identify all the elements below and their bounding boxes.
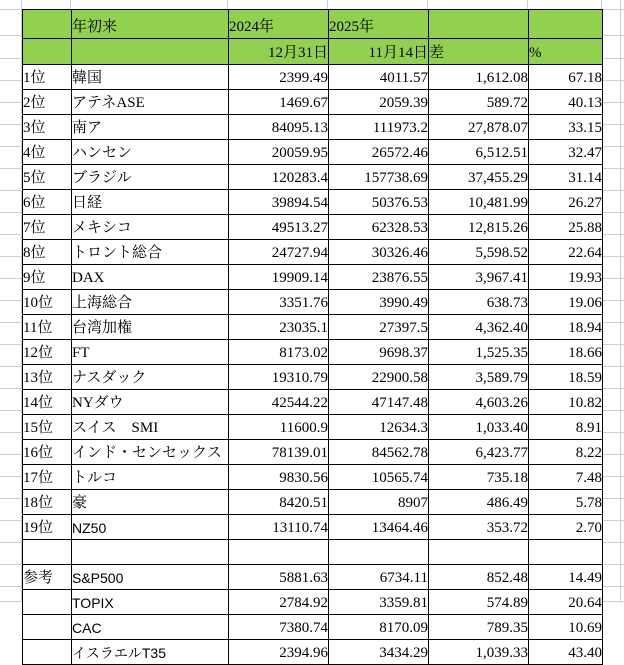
table-row — [23, 340, 603, 365]
rank-cell[interactable]: 14位 — [23, 390, 72, 415]
header-cell-year-2024[interactable]: 2024年 — [229, 10, 329, 39]
pct-cell[interactable]: 8.91 — [529, 415, 603, 440]
pct-cell[interactable]: 40.13 — [529, 90, 603, 115]
index-name-cell[interactable]: NYダウ — [72, 390, 229, 415]
index-name-cell[interactable]: S&P500 — [72, 565, 229, 590]
header-row-year — [23, 10, 603, 39]
table-row — [23, 490, 603, 515]
rank-cell[interactable] — [23, 590, 72, 615]
table-row — [23, 240, 603, 265]
table-row — [23, 465, 603, 490]
rank-cell[interactable]: 4位 — [23, 140, 72, 165]
value-2024-cell[interactable]: 49513.27 — [229, 215, 329, 240]
header-cell-pct-label[interactable]: % — [529, 39, 603, 65]
value-2024-cell[interactable]: 2394.96 — [229, 640, 329, 665]
gridline-vertical — [620, 0, 621, 603]
pct-cell[interactable]: 19.93 — [529, 265, 603, 290]
diff-cell[interactable]: 12,815.26 — [429, 215, 529, 240]
rank-cell[interactable]: 7位 — [23, 215, 72, 240]
value-2025-cell[interactable]: 23876.55 — [329, 265, 429, 290]
pct-cell[interactable]: 2.70 — [529, 515, 603, 540]
value-2024-cell[interactable]: 20059.95 — [229, 140, 329, 165]
rank-cell[interactable]: 2位 — [23, 90, 72, 115]
value-2024-cell[interactable]: 3351.76 — [229, 290, 329, 315]
pct-cell[interactable]: 26.27 — [529, 190, 603, 215]
index-name-cell[interactable] — [72, 540, 229, 565]
header-cell-rank-blank2[interactable] — [23, 39, 72, 65]
pct-cell[interactable]: 5.78 — [529, 490, 603, 515]
pct-cell[interactable]: 18.59 — [529, 365, 603, 390]
diff-cell[interactable]: 353.72 — [429, 515, 529, 540]
header-cell-year-2025[interactable]: 2025年 — [329, 10, 429, 39]
pct-cell[interactable]: 67.18 — [529, 65, 603, 90]
diff-cell[interactable]: 486.49 — [429, 490, 529, 515]
diff-cell[interactable]: 789.35 — [429, 615, 529, 640]
table-row — [23, 640, 603, 665]
index-name-cell[interactable]: TOPIX — [72, 590, 229, 615]
table-row — [23, 115, 603, 140]
value-2025-cell[interactable]: 22900.58 — [329, 365, 429, 390]
index-name-cell[interactable]: CAC — [72, 615, 229, 640]
value-2024-cell[interactable]: 24727.94 — [229, 240, 329, 265]
table-row — [23, 90, 603, 115]
header-cell-date-2025[interactable]: 11月14日 — [329, 39, 429, 65]
value-2024-cell[interactable]: 9830.56 — [229, 465, 329, 490]
value-2024-cell[interactable]: 1469.67 — [229, 90, 329, 115]
rank-cell[interactable]: 17位 — [23, 465, 72, 490]
value-2024-cell[interactable]: 39894.54 — [229, 190, 329, 215]
value-2025-cell[interactable]: 62328.53 — [329, 215, 429, 240]
diff-cell[interactable] — [429, 540, 529, 565]
index-name-cell[interactable]: ブラジル — [72, 165, 229, 190]
diff-cell[interactable]: 1,525.35 — [429, 340, 529, 365]
value-2025-cell[interactable]: 47147.48 — [329, 390, 429, 415]
index-name-cell[interactable]: トロント総合 — [72, 240, 229, 265]
value-2025-cell[interactable]: 157738.69 — [329, 165, 429, 190]
value-2025-cell[interactable]: 3990.49 — [329, 290, 429, 315]
rank-cell[interactable]: 10位 — [23, 290, 72, 315]
table-body — [23, 65, 603, 665]
header-cell-date-2024[interactable]: 12月31日 — [229, 39, 329, 65]
value-2025-cell[interactable]: 111973.2 — [329, 115, 429, 140]
header-cell-ytd-label[interactable]: 年初来 — [72, 10, 229, 39]
pct-cell[interactable] — [529, 540, 603, 565]
pct-cell[interactable]: 25.88 — [529, 215, 603, 240]
diff-cell[interactable]: 6,423.77 — [429, 440, 529, 465]
value-2024-cell[interactable]: 78139.01 — [229, 440, 329, 465]
diff-cell[interactable]: 5,598.52 — [429, 240, 529, 265]
pct-cell[interactable]: 7.48 — [529, 465, 603, 490]
index-name-cell[interactable]: 南ア — [72, 115, 229, 140]
value-2024-cell[interactable]: 19310.79 — [229, 365, 329, 390]
index-name-cell[interactable]: DAX — [72, 265, 229, 290]
diff-cell[interactable]: 1,039.33 — [429, 640, 529, 665]
value-2024-cell[interactable]: 23035.1 — [229, 315, 329, 340]
table-row — [23, 415, 603, 440]
value-2024-cell[interactable]: 84095.13 — [229, 115, 329, 140]
diff-cell[interactable]: 1,033.40 — [429, 415, 529, 440]
diff-cell[interactable]: 638.73 — [429, 290, 529, 315]
header-cell-rank-blank[interactable] — [23, 10, 72, 39]
table-row — [23, 565, 603, 590]
value-2025-cell[interactable]: 50376.53 — [329, 190, 429, 215]
index-name-cell[interactable]: NZ50 — [72, 515, 229, 540]
value-2025-cell[interactable]: 10565.74 — [329, 465, 429, 490]
index-name-cell[interactable]: メキシコ — [72, 215, 229, 240]
index-name-cell[interactable]: 韓国 — [72, 65, 229, 90]
value-2025-cell[interactable]: 6734.11 — [329, 565, 429, 590]
index-name-cell[interactable]: アテネASE — [72, 90, 229, 115]
pct-cell[interactable]: 33.15 — [529, 115, 603, 140]
index-name-cell[interactable]: 豪 — [72, 490, 229, 515]
table-row — [23, 190, 603, 215]
value-2025-cell[interactable]: 30326.46 — [329, 240, 429, 265]
table-row — [23, 315, 603, 340]
table-row — [23, 540, 603, 565]
index-name-cell[interactable]: ハンセン — [72, 140, 229, 165]
pct-cell[interactable]: 43.40 — [529, 640, 603, 665]
diff-cell[interactable]: 4,362.40 — [429, 315, 529, 340]
value-2024-cell[interactable]: 120283.4 — [229, 165, 329, 190]
header-cell-name-blank[interactable] — [72, 39, 229, 65]
value-2024-cell[interactable]: 5881.63 — [229, 565, 329, 590]
pct-cell[interactable]: 19.06 — [529, 290, 603, 315]
rank-cell[interactable]: 3位 — [23, 115, 72, 140]
diff-cell[interactable]: 4,603.26 — [429, 390, 529, 415]
index-name-cell[interactable]: イスラエルT35 — [72, 640, 229, 665]
value-2025-cell[interactable]: 8170.09 — [329, 615, 429, 640]
rank-cell[interactable]: 参考 — [23, 565, 72, 590]
table-row — [23, 365, 603, 390]
pct-cell[interactable]: 22.64 — [529, 240, 603, 265]
diff-cell[interactable]: 27,878.07 — [429, 115, 529, 140]
rank-cell[interactable] — [23, 540, 72, 565]
value-2025-cell[interactable]: 12634.3 — [329, 415, 429, 440]
rank-cell[interactable]: 5位 — [23, 165, 72, 190]
rank-cell[interactable]: 18位 — [23, 490, 72, 515]
table-row — [23, 215, 603, 240]
table-row — [23, 265, 603, 290]
rank-cell[interactable]: 19位 — [23, 515, 72, 540]
value-2025-cell[interactable]: 2059.39 — [329, 90, 429, 115]
rank-cell[interactable]: 13位 — [23, 365, 72, 390]
rank-cell[interactable]: 16位 — [23, 440, 72, 465]
market-index-table — [22, 9, 603, 665]
diff-cell[interactable]: 3,967.41 — [429, 265, 529, 290]
header-cell-pct-blank[interactable] — [529, 10, 603, 39]
value-2024-cell[interactable]: 13110.74 — [229, 515, 329, 540]
table-row — [23, 515, 603, 540]
value-2025-cell[interactable] — [329, 540, 429, 565]
rank-cell[interactable] — [23, 640, 72, 665]
rank-cell[interactable]: 15位 — [23, 415, 72, 440]
value-2025-cell[interactable]: 3359.81 — [329, 590, 429, 615]
value-2024-cell[interactable]: 42544.22 — [229, 390, 329, 415]
rank-cell[interactable]: 6位 — [23, 190, 72, 215]
value-2024-cell[interactable]: 7380.74 — [229, 615, 329, 640]
rank-cell[interactable]: 9位 — [23, 265, 72, 290]
pct-cell[interactable]: 18.94 — [529, 315, 603, 340]
pct-cell[interactable]: 10.69 — [529, 615, 603, 640]
diff-cell[interactable]: 10,481.99 — [429, 190, 529, 215]
index-name-cell[interactable]: 上海総合 — [72, 290, 229, 315]
table-row — [23, 140, 603, 165]
value-2024-cell[interactable]: 2399.49 — [229, 65, 329, 90]
value-2025-cell[interactable]: 4011.57 — [329, 65, 429, 90]
index-name-cell[interactable]: インド・センセックス — [72, 440, 229, 465]
diff-cell[interactable]: 589.72 — [429, 90, 529, 115]
value-2025-cell[interactable]: 26572.46 — [329, 140, 429, 165]
value-2024-cell[interactable]: 19909.14 — [229, 265, 329, 290]
pct-cell[interactable]: 20.64 — [529, 590, 603, 615]
rank-cell[interactable] — [23, 615, 72, 640]
rank-cell[interactable]: 11位 — [23, 315, 72, 340]
pct-cell[interactable]: 32.47 — [529, 140, 603, 165]
diff-cell[interactable]: 3,589.79 — [429, 365, 529, 390]
diff-cell[interactable]: 735.18 — [429, 465, 529, 490]
rank-cell[interactable]: 8位 — [23, 240, 72, 265]
pct-cell[interactable]: 31.14 — [529, 165, 603, 190]
pct-cell[interactable]: 10.82 — [529, 390, 603, 415]
value-2025-cell[interactable]: 8907 — [329, 490, 429, 515]
value-2024-cell[interactable] — [229, 540, 329, 565]
value-2025-cell[interactable]: 13464.46 — [329, 515, 429, 540]
diff-cell[interactable]: 852.48 — [429, 565, 529, 590]
index-name-cell[interactable]: スイス SMI — [72, 415, 229, 440]
table-row — [23, 290, 603, 315]
diff-cell[interactable]: 574.89 — [429, 590, 529, 615]
index-name-cell[interactable]: FT — [72, 340, 229, 365]
index-name-cell[interactable]: 台湾加権 — [72, 315, 229, 340]
index-name-cell[interactable]: 日経 — [72, 190, 229, 215]
value-2025-cell[interactable]: 27397.5 — [329, 315, 429, 340]
rank-cell[interactable]: 12位 — [23, 340, 72, 365]
rank-cell[interactable]: 1位 — [23, 65, 72, 90]
pct-cell[interactable]: 14.49 — [529, 565, 603, 590]
value-2025-cell[interactable]: 3434.29 — [329, 640, 429, 665]
table-header — [23, 10, 603, 65]
value-2024-cell[interactable]: 8420.51 — [229, 490, 329, 515]
header-cell-diff-label[interactable]: 差 — [429, 39, 529, 65]
diff-cell[interactable]: 6,512.51 — [429, 140, 529, 165]
table-row — [23, 65, 603, 90]
diff-cell[interactable]: 37,455.29 — [429, 165, 529, 190]
index-name-cell[interactable]: ナスダック — [72, 365, 229, 390]
value-2024-cell[interactable]: 11600.9 — [229, 415, 329, 440]
table-row — [23, 165, 603, 190]
header-cell-diff-blank[interactable] — [429, 10, 529, 39]
table-row — [23, 590, 603, 615]
pct-cell[interactable]: 8.22 — [529, 440, 603, 465]
value-2025-cell[interactable]: 84562.78 — [329, 440, 429, 465]
pct-cell[interactable]: 18.66 — [529, 340, 603, 365]
table-row — [23, 615, 603, 640]
diff-cell[interactable]: 1,612.08 — [429, 65, 529, 90]
header-row-date — [23, 39, 603, 65]
value-2024-cell[interactable]: 8173.02 — [229, 340, 329, 365]
value-2024-cell[interactable]: 2784.92 — [229, 590, 329, 615]
value-2025-cell[interactable]: 9698.37 — [329, 340, 429, 365]
table-row — [23, 440, 603, 465]
table-row — [23, 390, 603, 415]
index-name-cell[interactable]: トルコ — [72, 465, 229, 490]
